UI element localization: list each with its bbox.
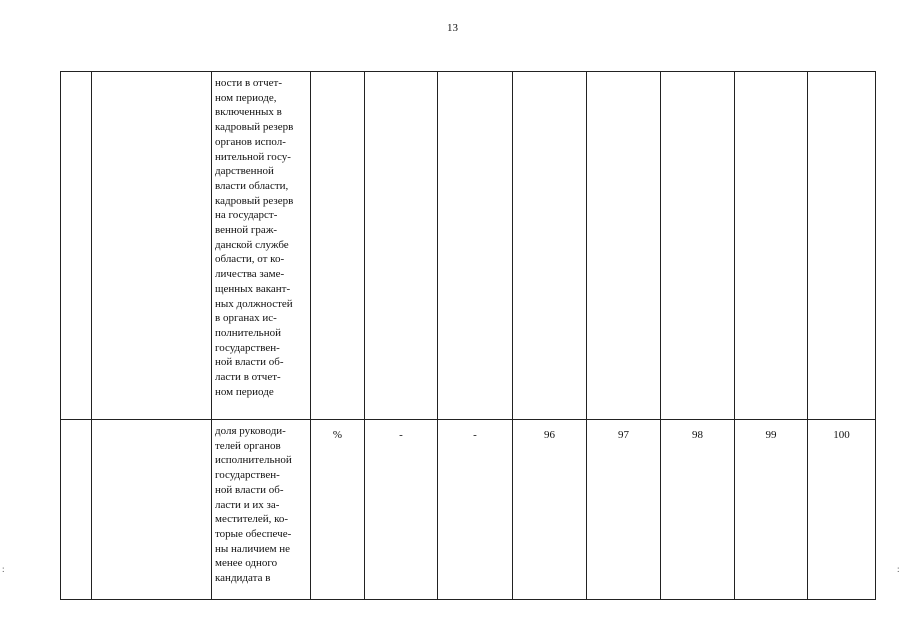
value-cell <box>513 72 587 420</box>
value-cell <box>735 72 808 420</box>
indicator-line: нительной госу- <box>215 150 291 163</box>
indicator-line: ной власти об- <box>215 356 284 369</box>
value-cell: - <box>438 420 513 600</box>
value-cell: 97 <box>587 420 661 600</box>
value-cell: - <box>365 420 438 600</box>
indicator-description-cell <box>212 420 311 600</box>
unit-cell: % <box>311 420 365 600</box>
indicator-line: ной власти об- <box>215 483 284 496</box>
indicator-line: исполнительной <box>215 454 292 467</box>
indicator-line: области, от ко- <box>215 253 285 266</box>
unit-cell <box>311 72 365 420</box>
indicator-line: ласти и их за- <box>215 498 280 511</box>
value-cell: 99 <box>735 420 808 600</box>
page-number: 13 <box>447 22 458 34</box>
indicator-line: кадровый резерв <box>215 121 294 134</box>
indicator-line: личества заме- <box>215 268 285 281</box>
value-cell <box>438 72 513 420</box>
indicator-line: венной граж- <box>215 224 278 237</box>
indicator-line: щенных вакант- <box>215 282 291 295</box>
indicator-line: ном периоде <box>215 385 274 398</box>
indicator-line: местителей, ко- <box>215 513 289 526</box>
indicator-line: кандидата в <box>215 572 271 585</box>
number-cell <box>61 420 92 600</box>
indicator-line: государствен- <box>215 469 280 482</box>
indicator-line: кадровый резерв <box>215 194 294 207</box>
value-cell <box>365 72 438 420</box>
left-margin-mark: : <box>2 564 4 574</box>
right-margin-mark: : <box>897 564 899 574</box>
indicator-line: ных должностей <box>215 297 293 310</box>
value-cell <box>587 72 661 420</box>
indicator-line: доля руководи- <box>215 425 286 437</box>
indicator-line: дарственной <box>215 165 274 178</box>
indicator-line: ности в отчет- <box>215 77 282 89</box>
indicator-line: власти области, <box>215 179 289 192</box>
value-cell: 96 <box>513 420 587 600</box>
value-cell <box>661 72 735 420</box>
indicator-line: органов испол- <box>215 135 286 148</box>
indicator-description-cell <box>212 72 311 420</box>
value-cell <box>808 72 876 420</box>
indicator-line: данской службе <box>215 238 289 251</box>
indicator-line: государствен- <box>215 341 280 354</box>
table-row <box>61 420 876 600</box>
goal-cell <box>92 420 212 600</box>
indicator-line: ны наличием не <box>215 542 291 555</box>
value-cell: 98 <box>661 420 735 600</box>
indicator-table <box>60 71 876 600</box>
indicator-line: в органах ис- <box>215 312 277 325</box>
table-row <box>61 72 876 420</box>
indicator-line: ласти в отчет- <box>215 371 281 384</box>
indicator-line: включенных в <box>215 106 282 119</box>
indicator-line: менее одного <box>215 557 278 570</box>
indicator-line: полнительной <box>215 326 281 339</box>
indicator-line: телей органов <box>215 439 281 452</box>
value-cell: 100 <box>808 420 876 600</box>
number-cell <box>61 72 92 420</box>
indicator-line: на государст- <box>215 209 278 222</box>
indicator-line: торые обеспече- <box>215 527 292 540</box>
goal-cell <box>92 72 212 420</box>
indicator-line: ном периоде, <box>215 91 277 104</box>
